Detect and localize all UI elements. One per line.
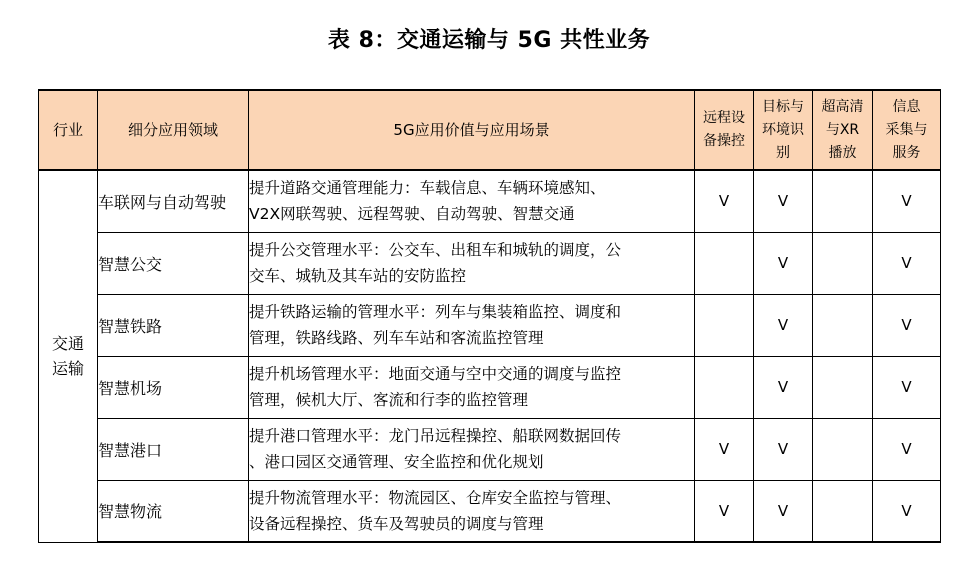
table-row xyxy=(39,294,941,356)
header-xr-playback xyxy=(813,90,873,170)
desc-line: 提升道路交通管理能力：车载信息、车辆环境感知、 xyxy=(249,179,606,198)
desc-line: 管理，候机大厅、客流和行李的监控管理 xyxy=(249,391,529,409)
desc-line: 提升物流管理水平：物流园区、仓库安全监控与管理、 xyxy=(249,488,622,507)
table-row xyxy=(39,356,941,418)
header-scenario: 5G应用价值与应用场景 xyxy=(249,90,695,170)
field-cell: 车联网与自动驾驶 xyxy=(98,170,249,232)
xr-mark xyxy=(813,294,873,356)
info-mark: V xyxy=(873,356,941,418)
info-mark: V xyxy=(873,232,941,294)
desc-line: 提升铁路运输的管理水平：列车与集装箱监控、调度和 xyxy=(249,303,622,321)
info-mark: V xyxy=(873,480,941,542)
xr-mark xyxy=(813,480,873,542)
desc-cell xyxy=(249,232,695,294)
desc-line: 提升港口管理水平：龙门吊远程操控、船联网数据回传 xyxy=(249,427,622,445)
desc-cell xyxy=(249,480,695,542)
header-industry: 行业 xyxy=(39,90,98,170)
header-remote-line: 备操控 xyxy=(703,133,745,149)
xr-mark xyxy=(813,170,873,232)
desc-cell xyxy=(249,418,695,480)
desc-line: 设备远程操控、货车及驾驶员的调度与管理 xyxy=(249,514,544,533)
header-target-recognition xyxy=(754,90,813,170)
header-target-line: 环境识 xyxy=(762,121,804,138)
header-remote-line: 远程设 xyxy=(703,110,745,126)
header-xr-line: 播放 xyxy=(828,144,857,161)
target-mark: V xyxy=(754,480,813,542)
header-field: 细分应用领域 xyxy=(98,90,249,170)
remote-mark: V xyxy=(695,480,754,542)
target-mark: V xyxy=(754,232,813,294)
remote-mark xyxy=(695,294,754,356)
field-cell: 智慧机场 xyxy=(98,356,249,418)
header-xr-line: 与XR xyxy=(825,121,860,138)
header-target-line: 目标与 xyxy=(762,98,804,115)
desc-cell xyxy=(249,356,695,418)
xr-mark xyxy=(813,232,873,294)
remote-mark xyxy=(695,356,754,418)
field-cell: 智慧公交 xyxy=(98,232,249,294)
target-mark: V xyxy=(754,356,813,418)
info-mark: V xyxy=(873,170,941,232)
remote-mark: V xyxy=(695,418,754,480)
remote-mark: V xyxy=(695,170,754,232)
desc-line: 管理，铁路线路、列车车站和客流监控管理 xyxy=(249,329,544,347)
remote-mark xyxy=(695,232,754,294)
table-row xyxy=(39,232,941,294)
field-cell: 智慧铁路 xyxy=(98,294,249,356)
field-cell: 智慧港口 xyxy=(98,418,249,480)
industry-cell xyxy=(39,170,98,542)
desc-line: V2X网联驾驶、远程驾驶、自动驾驶、智慧交通 xyxy=(249,205,575,224)
info-mark: V xyxy=(873,418,941,480)
industry-label-line: 交通 xyxy=(51,334,84,354)
xr-mark xyxy=(813,418,873,480)
desc-cell xyxy=(249,170,695,232)
desc-cell xyxy=(249,294,695,356)
table-row xyxy=(39,480,941,542)
header-info-line: 服务 xyxy=(892,144,921,161)
page-title: 表 8：交通运输与 5G 共性业务 xyxy=(327,28,651,53)
desc-line: 交车、城轨及其车站的安防监控 xyxy=(249,267,467,285)
header-remote-control xyxy=(695,90,754,170)
header-row xyxy=(39,90,941,170)
table-row xyxy=(39,418,941,480)
desc-line: 提升机场管理水平：地面交通与空中交通的调度与监控 xyxy=(249,365,622,383)
xr-mark xyxy=(813,356,873,418)
header-xr-line: 超高清 xyxy=(821,98,864,115)
header-info-line: 采集与 xyxy=(885,121,928,138)
target-mark: V xyxy=(754,170,813,232)
target-mark: V xyxy=(754,294,813,356)
desc-line: 提升公交管理水平：公交车、出租车和城轨的调度，公 xyxy=(249,241,622,259)
desc-line: 、港口园区交通管理、安全监控和优化规划 xyxy=(249,453,544,471)
business-table xyxy=(38,89,941,543)
header-target-line: 别 xyxy=(776,144,790,161)
target-mark: V xyxy=(754,418,813,480)
info-mark: V xyxy=(873,294,941,356)
table-row xyxy=(39,170,941,232)
header-info-collection xyxy=(873,90,941,170)
header-info-line: 信息 xyxy=(892,98,921,115)
field-cell: 智慧物流 xyxy=(98,480,249,542)
industry-label-line: 运输 xyxy=(51,359,84,379)
